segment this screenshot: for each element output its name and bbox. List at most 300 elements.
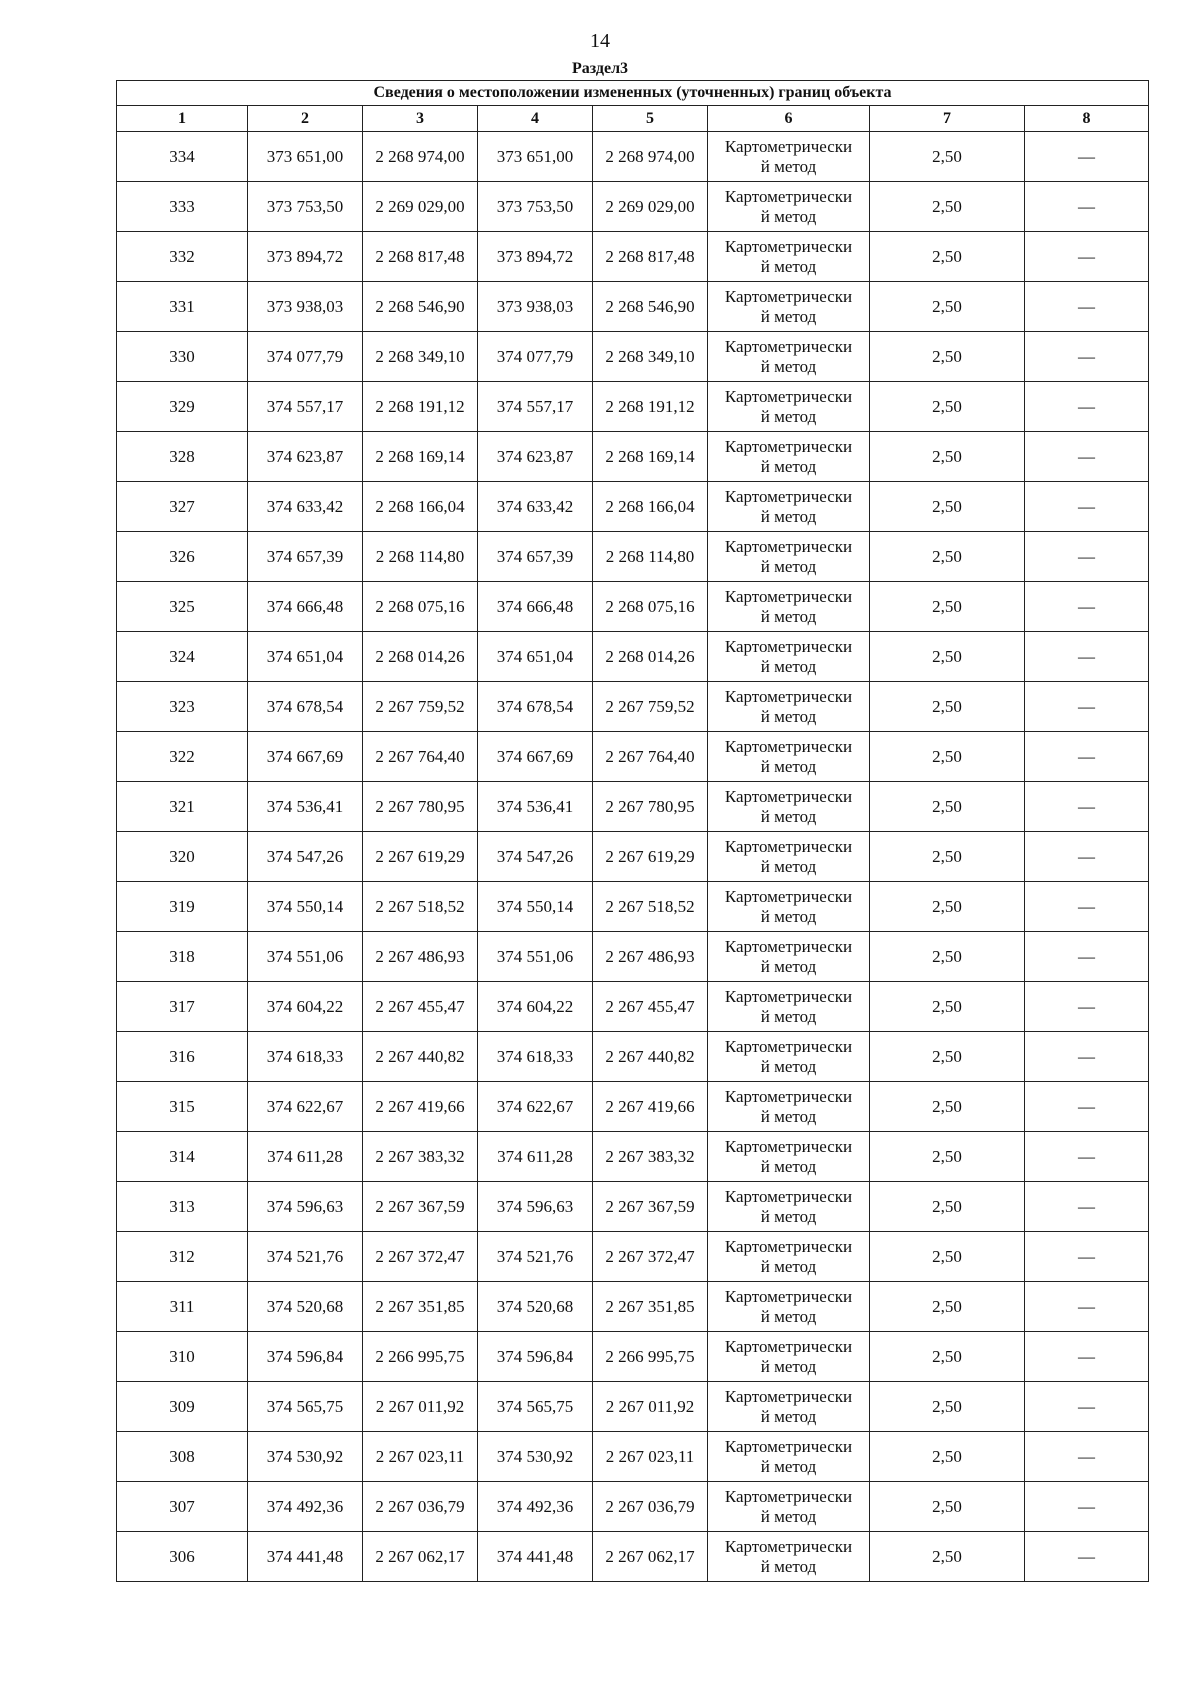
cell-col-6 <box>708 932 870 982</box>
cell-col-7: 2,50 <box>870 832 1025 882</box>
cell-col-5: 2 267 780,95 <box>593 782 708 832</box>
method-line-2: й метод <box>760 606 817 626</box>
cell-col-8: — <box>1025 1282 1149 1332</box>
cell-col-8: — <box>1025 432 1149 482</box>
cell-col-8: — <box>1025 482 1149 532</box>
method-line-2: й метод <box>760 756 817 776</box>
cell-col-6 <box>708 582 870 632</box>
table-row <box>117 782 1149 832</box>
cell-col-8: — <box>1025 232 1149 282</box>
method-line-2: й метод <box>760 1356 817 1376</box>
cell-col-4: 374 077,79 <box>478 332 593 382</box>
cell-col-6 <box>708 432 870 482</box>
cell-col-3: 2 267 372,47 <box>363 1232 478 1282</box>
cell-col-2: 374 596,84 <box>248 1332 363 1382</box>
cell-col-5: 2 267 372,47 <box>593 1232 708 1282</box>
cell-col-1: 308 <box>117 1432 248 1482</box>
method-line-1: Картометрически <box>724 1186 853 1206</box>
method-line-2: й метод <box>760 356 817 376</box>
table-row <box>117 582 1149 632</box>
cell-col-5: 2 268 169,14 <box>593 432 708 482</box>
cell-col-2: 374 521,76 <box>248 1232 363 1282</box>
table-row <box>117 1032 1149 1082</box>
cell-col-7: 2,50 <box>870 282 1025 332</box>
cell-col-1: 325 <box>117 582 248 632</box>
method-line-1: Картометрически <box>724 886 853 906</box>
cell-col-5: 2 268 114,80 <box>593 532 708 582</box>
cell-col-8: — <box>1025 1482 1149 1532</box>
cell-col-4: 374 596,84 <box>478 1332 593 1382</box>
cell-col-1: 329 <box>117 382 248 432</box>
table-row <box>117 932 1149 982</box>
method-line-1: Картометрически <box>724 936 853 956</box>
cell-col-3: 2 269 029,00 <box>363 182 478 232</box>
table-row <box>117 482 1149 532</box>
cell-col-6 <box>708 1082 870 1132</box>
method-line-2: й метод <box>760 906 817 926</box>
cell-col-6 <box>708 132 870 182</box>
cell-col-3: 2 267 518,52 <box>363 882 478 932</box>
cell-col-7: 2,50 <box>870 382 1025 432</box>
table-row <box>117 1332 1149 1382</box>
cell-col-1: 316 <box>117 1032 248 1082</box>
method-line-2: й метод <box>760 456 817 476</box>
method-line-1: Картометрически <box>724 686 853 706</box>
method-line-1: Картометрически <box>724 1386 853 1406</box>
cell-col-8: — <box>1025 682 1149 732</box>
method-line-2: й метод <box>760 656 817 676</box>
cell-col-1: 323 <box>117 682 248 732</box>
cell-col-3: 2 268 169,14 <box>363 432 478 482</box>
method-line-2: й метод <box>760 1556 817 1576</box>
cell-col-3: 2 267 062,17 <box>363 1532 478 1582</box>
method-line-1: Картометрически <box>724 636 853 656</box>
cell-col-7: 2,50 <box>870 482 1025 532</box>
cell-col-8: — <box>1025 932 1149 982</box>
method-line-1: Картометрически <box>724 136 853 156</box>
method-line-1: Картометрически <box>724 1436 853 1456</box>
cell-col-2: 374 651,04 <box>248 632 363 682</box>
cell-col-3: 2 268 075,16 <box>363 582 478 632</box>
method-line-1: Картометрически <box>724 1036 853 1056</box>
method-line-1: Картометрически <box>724 436 853 456</box>
cell-col-6 <box>708 1132 870 1182</box>
method-line-2: й метод <box>760 556 817 576</box>
method-line-1: Картометрически <box>724 236 853 256</box>
cell-col-3: 2 266 995,75 <box>363 1332 478 1382</box>
cell-col-6 <box>708 782 870 832</box>
cell-col-8: — <box>1025 632 1149 682</box>
cell-col-5: 2 267 023,11 <box>593 1432 708 1482</box>
cell-col-4: 374 604,22 <box>478 982 593 1032</box>
section-title: Раздел3 <box>571 60 629 77</box>
cell-col-1: 332 <box>117 232 248 282</box>
cell-col-1: 314 <box>117 1132 248 1182</box>
cell-col-6 <box>708 1382 870 1432</box>
cell-col-4: 374 633,42 <box>478 482 593 532</box>
cell-col-4: 374 530,92 <box>478 1432 593 1482</box>
cell-col-3: 2 267 619,29 <box>363 832 478 882</box>
cell-col-7: 2,50 <box>870 682 1025 732</box>
cell-col-7: 2,50 <box>870 132 1025 182</box>
cell-col-1: 310 <box>117 1332 248 1382</box>
method-line-1: Картометрически <box>724 286 853 306</box>
table-row <box>117 432 1149 482</box>
cell-col-4: 373 938,03 <box>478 282 593 332</box>
table-row <box>117 682 1149 732</box>
cell-col-8: — <box>1025 382 1149 432</box>
cell-col-7: 2,50 <box>870 1482 1025 1532</box>
cell-col-4: 374 550,14 <box>478 882 593 932</box>
cell-col-1: 309 <box>117 1382 248 1432</box>
table-row <box>117 1432 1149 1482</box>
table-row <box>117 532 1149 582</box>
cell-col-6 <box>708 1332 870 1382</box>
cell-col-7: 2,50 <box>870 582 1025 632</box>
cell-col-2: 373 753,50 <box>248 182 363 232</box>
table-row <box>117 182 1149 232</box>
cell-col-3: 2 267 455,47 <box>363 982 478 1032</box>
cell-col-6 <box>708 282 870 332</box>
method-line-1: Картометрически <box>724 186 853 206</box>
cell-col-1: 311 <box>117 1282 248 1332</box>
table-row <box>117 382 1149 432</box>
cell-col-8: — <box>1025 782 1149 832</box>
method-line-1: Картометрически <box>724 786 853 806</box>
cell-col-8: — <box>1025 132 1149 182</box>
column-number-3: 3 <box>363 106 478 132</box>
cell-col-3: 2 267 367,59 <box>363 1182 478 1232</box>
table-row <box>117 1282 1149 1332</box>
cell-col-5: 2 267 383,32 <box>593 1132 708 1182</box>
method-line-2: й метод <box>760 406 817 426</box>
cell-col-7: 2,50 <box>870 882 1025 932</box>
column-number-row <box>117 106 1149 132</box>
cell-col-2: 374 623,87 <box>248 432 363 482</box>
cell-col-1: 307 <box>117 1482 248 1532</box>
cell-col-6 <box>708 832 870 882</box>
cell-col-2: 374 492,36 <box>248 1482 363 1532</box>
cell-col-3: 2 267 780,95 <box>363 782 478 832</box>
column-number-8: 8 <box>1025 106 1149 132</box>
cell-col-1: 320 <box>117 832 248 882</box>
boundary-table <box>116 80 1149 1582</box>
cell-col-3: 2 267 764,40 <box>363 732 478 782</box>
cell-col-8: — <box>1025 1532 1149 1582</box>
cell-col-1: 315 <box>117 1082 248 1132</box>
cell-col-4: 373 894,72 <box>478 232 593 282</box>
method-line-1: Картометрически <box>724 736 853 756</box>
cell-col-1: 334 <box>117 132 248 182</box>
cell-col-7: 2,50 <box>870 1282 1025 1332</box>
cell-col-7: 2,50 <box>870 182 1025 232</box>
cell-col-4: 374 596,63 <box>478 1182 593 1232</box>
cell-col-5: 2 268 546,90 <box>593 282 708 332</box>
cell-col-6 <box>708 882 870 932</box>
cell-col-4: 374 557,17 <box>478 382 593 432</box>
cell-col-8: — <box>1025 182 1149 232</box>
cell-col-6 <box>708 1532 870 1582</box>
method-line-2: й метод <box>760 706 817 726</box>
table-row <box>117 1232 1149 1282</box>
cell-col-4: 374 611,28 <box>478 1132 593 1182</box>
method-line-2: й метод <box>760 956 817 976</box>
table-row <box>117 882 1149 932</box>
method-line-2: й метод <box>760 1106 817 1126</box>
cell-col-3: 2 267 419,66 <box>363 1082 478 1132</box>
cell-col-2: 374 667,69 <box>248 732 363 782</box>
table-row <box>117 1532 1149 1582</box>
method-line-1: Картометрически <box>724 336 853 356</box>
table-row <box>117 1132 1149 1182</box>
cell-col-6 <box>708 632 870 682</box>
cell-col-5: 2 267 759,52 <box>593 682 708 732</box>
cell-col-4: 374 536,41 <box>478 782 593 832</box>
cell-col-6 <box>708 1232 870 1282</box>
method-line-2: й метод <box>760 206 817 226</box>
cell-col-2: 374 657,39 <box>248 532 363 582</box>
column-number-1: 1 <box>117 106 248 132</box>
table-caption-row <box>117 81 1149 106</box>
cell-col-8: — <box>1025 832 1149 882</box>
cell-col-3: 2 267 759,52 <box>363 682 478 732</box>
method-line-1: Картометрически <box>724 486 853 506</box>
table-row <box>117 332 1149 382</box>
method-line-2: й метод <box>760 1006 817 1026</box>
table-row <box>117 132 1149 182</box>
cell-col-7: 2,50 <box>870 1082 1025 1132</box>
cell-col-2: 374 678,54 <box>248 682 363 732</box>
table-body <box>117 132 1149 1582</box>
cell-col-1: 312 <box>117 1232 248 1282</box>
cell-col-3: 2 268 974,00 <box>363 132 478 182</box>
cell-col-6 <box>708 382 870 432</box>
cell-col-1: 324 <box>117 632 248 682</box>
cell-col-2: 374 596,63 <box>248 1182 363 1232</box>
cell-col-3: 2 267 011,92 <box>363 1382 478 1432</box>
cell-col-5: 2 267 440,82 <box>593 1032 708 1082</box>
cell-col-7: 2,50 <box>870 1232 1025 1282</box>
cell-col-1: 318 <box>117 932 248 982</box>
method-line-2: й метод <box>760 1056 817 1076</box>
cell-col-8: — <box>1025 332 1149 382</box>
method-line-1: Картометрически <box>724 1286 853 1306</box>
table-row <box>117 732 1149 782</box>
cell-col-4: 374 551,06 <box>478 932 593 982</box>
cell-col-8: — <box>1025 1132 1149 1182</box>
method-line-2: й метод <box>760 1456 817 1476</box>
cell-col-2: 374 530,92 <box>248 1432 363 1482</box>
cell-col-6 <box>708 682 870 732</box>
cell-col-7: 2,50 <box>870 432 1025 482</box>
cell-col-4: 374 622,67 <box>478 1082 593 1132</box>
cell-col-8: — <box>1025 882 1149 932</box>
cell-col-3: 2 267 383,32 <box>363 1132 478 1182</box>
method-line-1: Картометрически <box>724 1536 853 1556</box>
method-line-1: Картометрически <box>724 536 853 556</box>
cell-col-5: 2 268 349,10 <box>593 332 708 382</box>
cell-col-7: 2,50 <box>870 332 1025 382</box>
cell-col-8: — <box>1025 1332 1149 1382</box>
cell-col-5: 2 267 036,79 <box>593 1482 708 1532</box>
method-line-1: Картометрически <box>724 1336 853 1356</box>
cell-col-4: 374 441,48 <box>478 1532 593 1582</box>
cell-col-5: 2 267 619,29 <box>593 832 708 882</box>
cell-col-6 <box>708 332 870 382</box>
cell-col-6 <box>708 232 870 282</box>
method-line-2: й метод <box>760 1256 817 1276</box>
cell-col-5: 2 267 764,40 <box>593 732 708 782</box>
cell-col-7: 2,50 <box>870 1382 1025 1432</box>
table-row <box>117 832 1149 882</box>
cell-col-3: 2 268 349,10 <box>363 332 478 382</box>
cell-col-5: 2 267 062,17 <box>593 1532 708 1582</box>
method-line-2: й метод <box>760 256 817 276</box>
cell-col-2: 374 550,14 <box>248 882 363 932</box>
cell-col-5: 2 267 455,47 <box>593 982 708 1032</box>
cell-col-8: — <box>1025 982 1149 1032</box>
table-row <box>117 1082 1149 1132</box>
cell-col-5: 2 268 974,00 <box>593 132 708 182</box>
cell-col-7: 2,50 <box>870 632 1025 682</box>
cell-col-6 <box>708 982 870 1032</box>
cell-col-8: — <box>1025 532 1149 582</box>
cell-col-4: 374 678,54 <box>478 682 593 732</box>
cell-col-2: 374 611,28 <box>248 1132 363 1182</box>
cell-col-8: — <box>1025 1432 1149 1482</box>
cell-col-7: 2,50 <box>870 1132 1025 1182</box>
cell-col-6 <box>708 482 870 532</box>
method-line-1: Картометрически <box>724 1486 853 1506</box>
cell-col-1: 330 <box>117 332 248 382</box>
method-line-2: й метод <box>760 1306 817 1326</box>
cell-col-6 <box>708 1432 870 1482</box>
cell-col-7: 2,50 <box>870 232 1025 282</box>
method-line-1: Картометрически <box>724 1136 853 1156</box>
cell-col-4: 374 547,26 <box>478 832 593 882</box>
cell-col-7: 2,50 <box>870 1182 1025 1232</box>
cell-col-6 <box>708 532 870 582</box>
column-number-4: 4 <box>478 106 593 132</box>
cell-col-1: 317 <box>117 982 248 1032</box>
column-number-6: 6 <box>708 106 870 132</box>
cell-col-1: 322 <box>117 732 248 782</box>
cell-col-6 <box>708 1282 870 1332</box>
cell-col-8: — <box>1025 1232 1149 1282</box>
cell-col-8: — <box>1025 1082 1149 1132</box>
table-row <box>117 232 1149 282</box>
cell-col-5: 2 267 518,52 <box>593 882 708 932</box>
method-line-1: Картометрически <box>724 1236 853 1256</box>
cell-col-7: 2,50 <box>870 1032 1025 1082</box>
cell-col-8: — <box>1025 1032 1149 1082</box>
cell-col-1: 319 <box>117 882 248 932</box>
cell-col-3: 2 268 817,48 <box>363 232 478 282</box>
cell-col-4: 374 492,36 <box>478 1482 593 1532</box>
method-line-2: й метод <box>760 306 817 326</box>
column-number-5: 5 <box>593 106 708 132</box>
cell-col-7: 2,50 <box>870 732 1025 782</box>
cell-col-4: 373 651,00 <box>478 132 593 182</box>
cell-col-1: 321 <box>117 782 248 832</box>
cell-col-3: 2 268 191,12 <box>363 382 478 432</box>
column-number-2: 2 <box>248 106 363 132</box>
cell-col-4: 373 753,50 <box>478 182 593 232</box>
cell-col-7: 2,50 <box>870 1332 1025 1382</box>
cell-col-2: 374 557,17 <box>248 382 363 432</box>
cell-col-2: 373 894,72 <box>248 232 363 282</box>
cell-col-1: 331 <box>117 282 248 332</box>
table-row <box>117 1182 1149 1232</box>
cell-col-2: 374 077,79 <box>248 332 363 382</box>
cell-col-2: 374 666,48 <box>248 582 363 632</box>
cell-col-1: 327 <box>117 482 248 532</box>
cell-col-4: 374 618,33 <box>478 1032 593 1082</box>
cell-col-4: 374 623,87 <box>478 432 593 482</box>
cell-col-2: 374 604,22 <box>248 982 363 1032</box>
column-number-7: 7 <box>870 106 1025 132</box>
cell-col-5: 2 268 817,48 <box>593 232 708 282</box>
cell-col-2: 374 441,48 <box>248 1532 363 1582</box>
cell-col-1: 328 <box>117 432 248 482</box>
cell-col-6 <box>708 182 870 232</box>
cell-col-1: 333 <box>117 182 248 232</box>
cell-col-8: — <box>1025 732 1149 782</box>
cell-col-5: 2 269 029,00 <box>593 182 708 232</box>
cell-col-2: 373 938,03 <box>248 282 363 332</box>
cell-col-2: 374 547,26 <box>248 832 363 882</box>
method-line-2: й метод <box>760 1206 817 1226</box>
table-row <box>117 982 1149 1032</box>
cell-col-5: 2 268 191,12 <box>593 382 708 432</box>
method-line-2: й метод <box>760 506 817 526</box>
cell-col-6 <box>708 1032 870 1082</box>
cell-col-5: 2 267 419,66 <box>593 1082 708 1132</box>
cell-col-6 <box>708 1482 870 1532</box>
cell-col-5: 2 268 166,04 <box>593 482 708 532</box>
cell-col-7: 2,50 <box>870 932 1025 982</box>
cell-col-7: 2,50 <box>870 1532 1025 1582</box>
cell-col-8: — <box>1025 1382 1149 1432</box>
cell-col-7: 2,50 <box>870 1432 1025 1482</box>
table-row <box>117 282 1149 332</box>
cell-col-3: 2 267 440,82 <box>363 1032 478 1082</box>
cell-col-3: 2 268 014,26 <box>363 632 478 682</box>
cell-col-2: 373 651,00 <box>248 132 363 182</box>
cell-col-1: 306 <box>117 1532 248 1582</box>
cell-col-1: 313 <box>117 1182 248 1232</box>
cell-col-3: 2 267 486,93 <box>363 932 478 982</box>
table-row <box>117 632 1149 682</box>
method-line-2: й метод <box>760 806 817 826</box>
method-line-1: Картометрически <box>724 836 853 856</box>
cell-col-2: 374 520,68 <box>248 1282 363 1332</box>
cell-col-3: 2 267 023,11 <box>363 1432 478 1482</box>
cell-col-5: 2 267 011,92 <box>593 1382 708 1432</box>
cell-col-5: 2 267 486,93 <box>593 932 708 982</box>
cell-col-3: 2 268 546,90 <box>363 282 478 332</box>
table-row <box>117 1482 1149 1532</box>
method-line-1: Картометрически <box>724 586 853 606</box>
cell-col-5: 2 267 351,85 <box>593 1282 708 1332</box>
cell-col-6 <box>708 1182 870 1232</box>
table-caption: Сведения о местоположении измененных (уточненных) границ объекта <box>117 81 1149 106</box>
cell-col-3: 2 268 166,04 <box>363 482 478 532</box>
cell-col-5: 2 268 014,26 <box>593 632 708 682</box>
cell-col-3: 2 267 351,85 <box>363 1282 478 1332</box>
cell-col-8: — <box>1025 1182 1149 1232</box>
cell-col-4: 374 651,04 <box>478 632 593 682</box>
